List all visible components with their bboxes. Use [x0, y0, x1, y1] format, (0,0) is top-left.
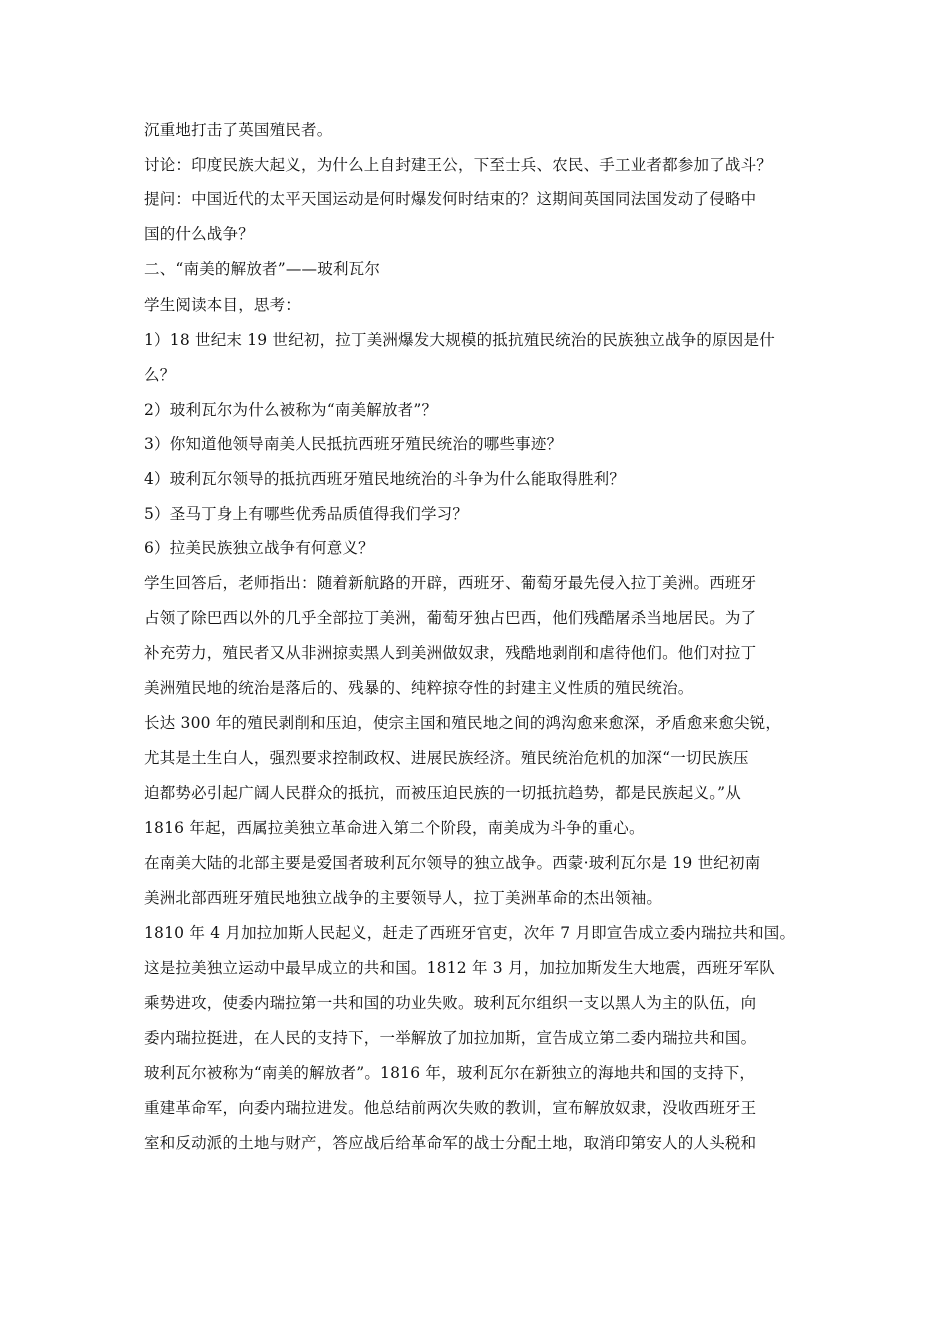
- text-line: 长达 300 年的殖民剥削和压迫，使宗主国和殖民地之间的鸿沟愈来愈深，矛盾愈来愈尖锐，: [144, 714, 782, 732]
- text-line: 沉重地打击了英国殖民者。: [144, 121, 333, 139]
- text-line: 迫都势必引起广阔人民群众的抵抗，而被压迫民族的一切抵抗趋势，都是民族起义。”从: [144, 784, 741, 802]
- text-line: 国的什么战争？: [144, 225, 254, 243]
- question-item: 1）18 世纪末 19 世纪初，拉丁美洲爆发大规模的抵抗殖民统治的民族独立战争的原因是什: [144, 331, 775, 349]
- text-line: 占领了除巴西以外的几乎全部拉丁美洲，葡萄牙独占巴西，他们残酷屠杀当地居民。为了: [144, 609, 757, 627]
- text-line: 乘势进攻，使委内瑞拉第一共和国的功业失败。玻利瓦尔组织一支以黑人为主的队伍，向: [144, 994, 757, 1012]
- text-line: 么？: [144, 366, 176, 384]
- text-line: 学生阅读本目，思考：: [144, 296, 302, 314]
- text-line: 玻利瓦尔被称为“南美的解放者”。1816 年，玻利瓦尔在新独立的海地共和国的支持下，: [144, 1064, 756, 1082]
- text-line: 补充劳力，殖民者又从非洲掠卖黑人到美洲做奴隶，残酷地剥削和虐待他们。他们对拉丁: [144, 644, 757, 662]
- text-line: 在南美大陆的北部主要是爱国者玻利瓦尔领导的独立战争。西蒙·玻利瓦尔是 19 世纪初南: [144, 854, 761, 872]
- text-line: 室和反动派的土地与财产，答应战后给革命军的战士分配土地，取消印第安人的人头税和: [144, 1134, 757, 1152]
- question-item: 4）玻利瓦尔领导的抵抗西班牙殖民地统治的斗争为什么能取得胜利？: [144, 470, 626, 488]
- text-line: 重建革命军，向委内瑞拉进发。他总结前两次失败的教训，宣布解放奴隶，没收西班牙王: [144, 1099, 757, 1117]
- text-line: 学生回答后，老师指出：随着新航路的开辟，西班牙、葡萄牙最先侵入拉丁美洲。西班牙: [144, 574, 757, 592]
- text-line: 1816 年起，西属拉美独立革命进入第二个阶段，南美成为斗争的重心。: [144, 819, 645, 837]
- text-line: 提问：中国近代的太平天国运动是何时爆发何时结束的？这期间英国同法国发动了侵略中: [144, 190, 757, 208]
- text-line: 1810 年 4 月加拉加斯人民起义，赶走了西班牙官吏，次年 7 月即宣告成立委内瑞拉共和国。: [144, 924, 796, 942]
- section-heading: 二、“南美的解放者”——玻利瓦尔: [144, 260, 381, 278]
- text-line: 讨论：印度民族大起义，为什么上自封建王公，下至士兵、农民、手工业者都参加了战斗？: [144, 156, 773, 174]
- text-line: 这是拉美独立运动中最早成立的共和国。1812 年 3 月，加拉加斯发生大地震，西班牙军队: [144, 959, 775, 977]
- question-item: 5）圣马丁身上有哪些优秀品质值得我们学习？: [144, 505, 469, 523]
- question-item: 3）你知道他领导南美人民抵抗西班牙殖民统治的哪些事迹？: [144, 435, 563, 453]
- text-line: 美洲北部西班牙殖民地独立战争的主要领导人，拉丁美洲革命的杰出领袖。: [144, 889, 663, 907]
- text-line: 美洲殖民地的统治是落后的、残暴的、纯粹掠夺性的封建主义性质的殖民统治。: [144, 679, 694, 697]
- text-line: 尤其是土生白人，强烈要求控制政权、进展民族经济。殖民统治危机的加深“一切民族压: [144, 749, 749, 767]
- question-item: 2）玻利瓦尔为什么被称为“南美解放者”？: [144, 401, 438, 419]
- question-item: 6）拉美民族独立战争有何意义？: [144, 539, 374, 557]
- text-line: 委内瑞拉挺进，在人民的支持下，一举解放了加拉加斯，宣告成立第二委内瑞拉共和国。: [144, 1029, 757, 1047]
